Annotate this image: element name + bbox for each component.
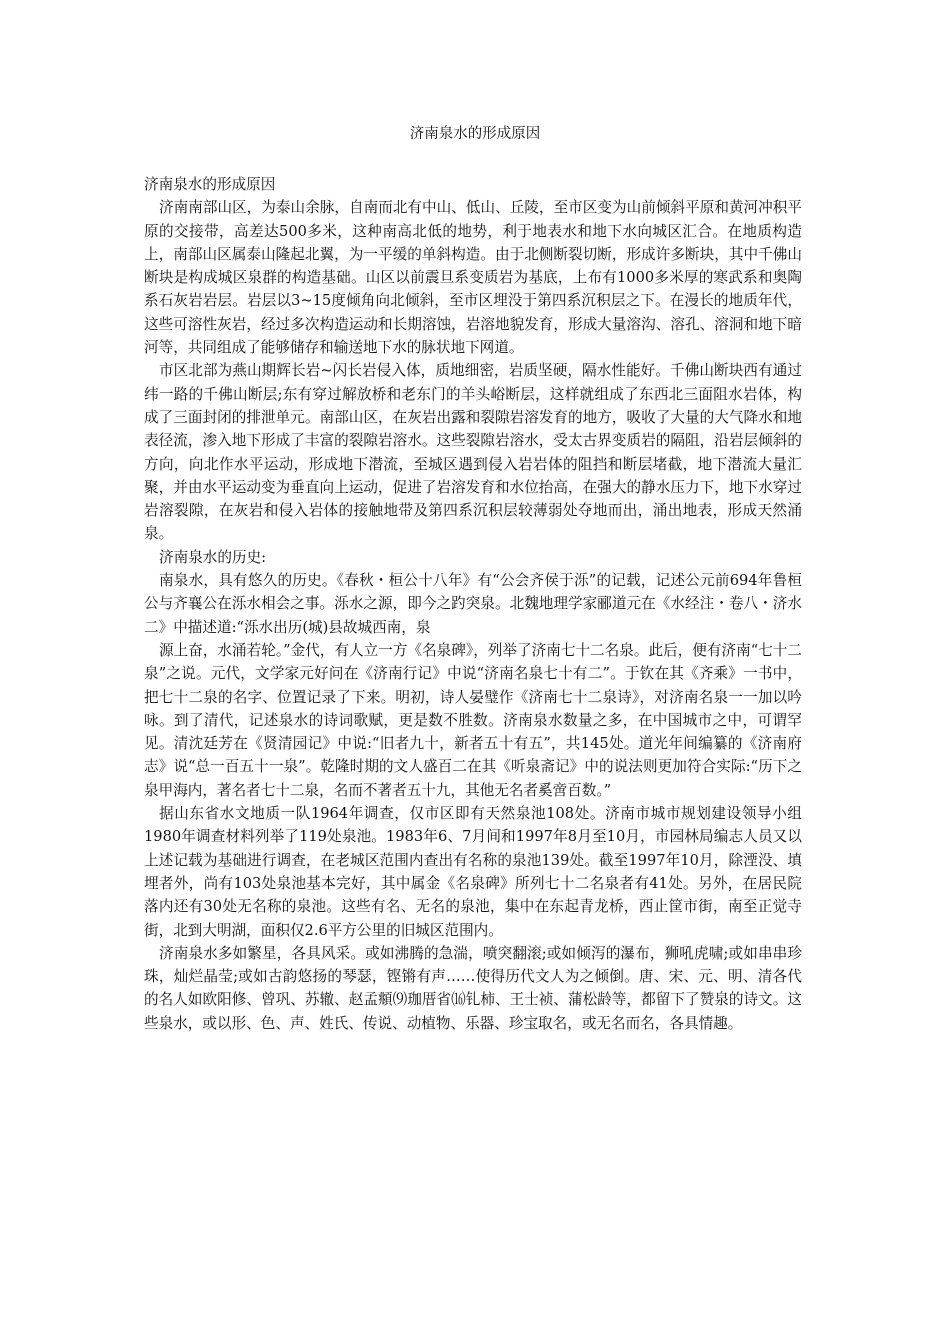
section-heading: 济南泉水的形成原因 xyxy=(144,176,276,193)
document-body xyxy=(144,173,802,1035)
paragraph-description: 济南泉水多如繁星，各具风采。或如沸腾的急湍，喷突翻滚;或如倾泻的瀑布，狮吼虎啸;或如串串珍珠，灿烂晶莹;或如古韵悠扬的琴瑟，铿锵有声……使得历代文人为之倾倒。唐、宋、元、明、清各代的名人如欧阳修、曾巩、苏辙、赵孟頫⑼珈厝省⒃钆柿、王士祯、蒲松龄等，都留下了赞泉的诗文。这些泉水，或以形、色、声、姓氏、传说、动植物、乐器、珍宝取名，或无名而名，各具情趣。 xyxy=(144,944,802,1032)
section-heading-history: 济南泉水的历史: xyxy=(159,548,267,566)
paragraph-geography: 济南南部山区，为泰山余脉，自南而北有中山、低山、丘陵，至市区变为山前倾斜平原和黄河冲积平原的交接带，高差达500多米，这种南高北低的地势，利于地表水和地下水向城区汇合。在地质构造上，南部山区属泰山隆起北翼，为一平缓的单斜构造。由于北侧断裂切断，形成许多断块，其中千佛山断块是构成城区泉群的构造基础。山区以前震旦系变质岩为基底，上布有1000多米厚的寒武系和奥陶系石灰岩岩层。岩层以3~15度倾角向北倾斜，至市区埋没于第四系沉积层之下。在漫长的地质年代，这些可溶性灰岩，经过多次构造运动和长期溶蚀，岩溶地貌发育，形成大量溶沟、溶孔、溶洞和地下暗河等，共同组成了能够储存和输送地下水的脉状地下网道。 xyxy=(144,199,802,357)
paragraph-geology: 市区北部为燕山期辉长岩~闪长岩侵入体，质地细密，岩质坚硬，隔水性能好。千佛山断块西有通过纬一路的千佛山断层;东有穿过解放桥和老东门的羊头峪断层，这样就组成了东西北三面阻水岩体，构成了三面封闭的排泄单元。南部山区，在灰岩出露和裂隙岩溶发育的地方，吸收了大量的大气降水和地表径流，渗入地下形成了丰富的裂隙岩溶水。这些裂隙岩溶水，受太古界变质岩的隔阻，沿岩层倾斜的方向，向北作水平运动，形成地下潜流，至城区遇到侵入岩岩体的阻挡和断层堵截，地下潜流大量汇聚，并由水平运动变为垂直向上运动，促进了岩溶发育和水位抬高，在强大的静水压力下，地下水穿过岩溶裂隙，在灰岩和侵入岩体的接触地带及第四系沉积层较薄弱处夺地而出，涌出地表，形成天然涌泉。 xyxy=(144,362,802,543)
page-title: 济南泉水的形成原因 xyxy=(409,126,541,142)
paragraph-survey: 据山东省水文地质一队1964年调查，仅市区即有天然泉池108处。济南市城市规划建设领导小组1980年调查材料列举了119处泉池。1983年6、7月间和1997年8月至10月，市园林局编志人员又以上述记载为基础进行调查，在老城区范围内查出有名称的泉池139处。截至1997年10月，除湮没、填埋者外，尚有103处泉池基本完好，其中属金《名泉碑》所列七十二名泉者有41处。另外，在居民院落内还有30处无名称的泉池。这些有名、无名的泉池，集中在东起青龙桥，西止筐市街，南至正觉寺街，北到大明湖，面积仅2.6平方公里的旧城区范围内。 xyxy=(144,805,802,939)
paragraph-history-2: 源上奋，水涌若轮。”金代，有人立一方《名泉碑》，列举了济南七十二名泉。此后，便有济南“七十二泉”之说。元代，文学家元好问在《济南行记》中说“济南名泉七十有二”。于钦在其《齐乘》一书中，把七十二泉的名字、位置记录了下来。明初，诗人晏璧作《济南七十二泉诗》，对济南名泉一一加以吟咏。到了清代，记述泉水的诗词歌赋，更是数不胜数。济南泉水数量之多，在中国城市之中，可谓罕见。清沈廷芳在《贤清园记》中说:“旧者九十，新者五十有五”，共145处。道光年间编纂的《济南府志》说“总一百五十一泉”。乾隆时期的文人盛百二在其《听泉斋记》中的说法则更加符合实际:“历下之泉甲海内，著名者七十二泉，名而不著者五十九，其他无名者奚啻百数。” xyxy=(144,641,802,799)
paragraph-history-1: 南泉水，具有悠久的历史。《春秋・桓公十八年》有“公会齐侯于泺”的记载，记述公元前694年鲁桓公与齐襄公在泺水相会之事。泺水之源，即今之趵突泉。北魏地理学家郦道元在《水经注・卷八・济水二》中描述道:“泺水出历(城)县故城西南，泉 xyxy=(144,572,802,636)
